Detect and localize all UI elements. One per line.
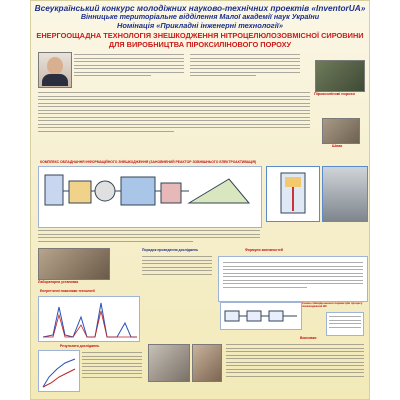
- formula-panel: [218, 256, 368, 302]
- ratio-diagram-title: Схема співвідношення параметрів процесу знешкодження ВС: [302, 301, 363, 309]
- poster: [30, 0, 370, 400]
- results-chart: [38, 350, 80, 392]
- organizer-line: Вінницьке територіальне відділення Малої академії наук України: [80, 12, 320, 21]
- lab-photo: [38, 248, 110, 280]
- dtl-photo-2: [192, 344, 222, 382]
- slag-photo: [322, 118, 360, 144]
- conclusions-text: [226, 342, 364, 379]
- cost-title: Енергетичні показники технології: [40, 289, 95, 293]
- gunpowder-photo: [315, 60, 365, 92]
- gunpowder-photo-caption: Піроксилінові порохи: [314, 92, 355, 96]
- pipeline-text: [142, 254, 212, 277]
- complex-section-title: КОМПЛЕКС ОБЛАДНАННЯ ІНФОРМАЦІЙНОГО ЗНЕШКОДЖЕННЯ (ЗАНОВНЕНИЙ РЕАКТОР ЗОВНІШНЬОГО ЕЛЕКТРОАКТИВАЦІЯ): [40, 160, 257, 164]
- supervisor-info-text: [190, 52, 300, 79]
- project-title-line1: ЕНЕРГООЩАДНА ТЕХНОЛОГІЯ ЗНЕШКОДЖЕННЯ НІТРОЦЕЛЮЛОЗОВМІСНОЇ СИРОВИНИ: [36, 31, 364, 40]
- intro-text: [38, 90, 310, 134]
- contest-title: Всеукраїнський конкурс молодіжних науково-технічних проектів «InventorUA»: [34, 3, 366, 13]
- conclusions-title: Висновки: [300, 336, 317, 340]
- nomination-line: Номінація «Прикладні інженерні технології»: [117, 21, 283, 30]
- results-title: Результати досліджень: [60, 344, 100, 348]
- spectra-chart: [38, 296, 140, 342]
- pipeline-title: Порядок проведення досліджень: [142, 248, 199, 252]
- ratio-table: [326, 312, 364, 336]
- project-title-line2: ДЛЯ ВИРОБНИЦТВА ПІРОКСИЛІНОВОГО ПОРОХУ: [108, 40, 292, 49]
- dtl-photo: [148, 344, 190, 382]
- equipment-legend: [38, 228, 260, 244]
- author-photo: [38, 52, 72, 88]
- slag-photo-caption: Шлак: [332, 144, 343, 148]
- results-text: [82, 350, 142, 380]
- formula-title: Формули залежностей: [245, 248, 283, 252]
- block-diagram: [220, 302, 302, 330]
- author-info-text: [74, 52, 184, 79]
- equipment-diagram: [38, 166, 262, 228]
- lab-caption: Лабораторна установка: [38, 280, 79, 284]
- reactor-scheme: [266, 166, 320, 222]
- reactor-photo: [322, 166, 368, 222]
